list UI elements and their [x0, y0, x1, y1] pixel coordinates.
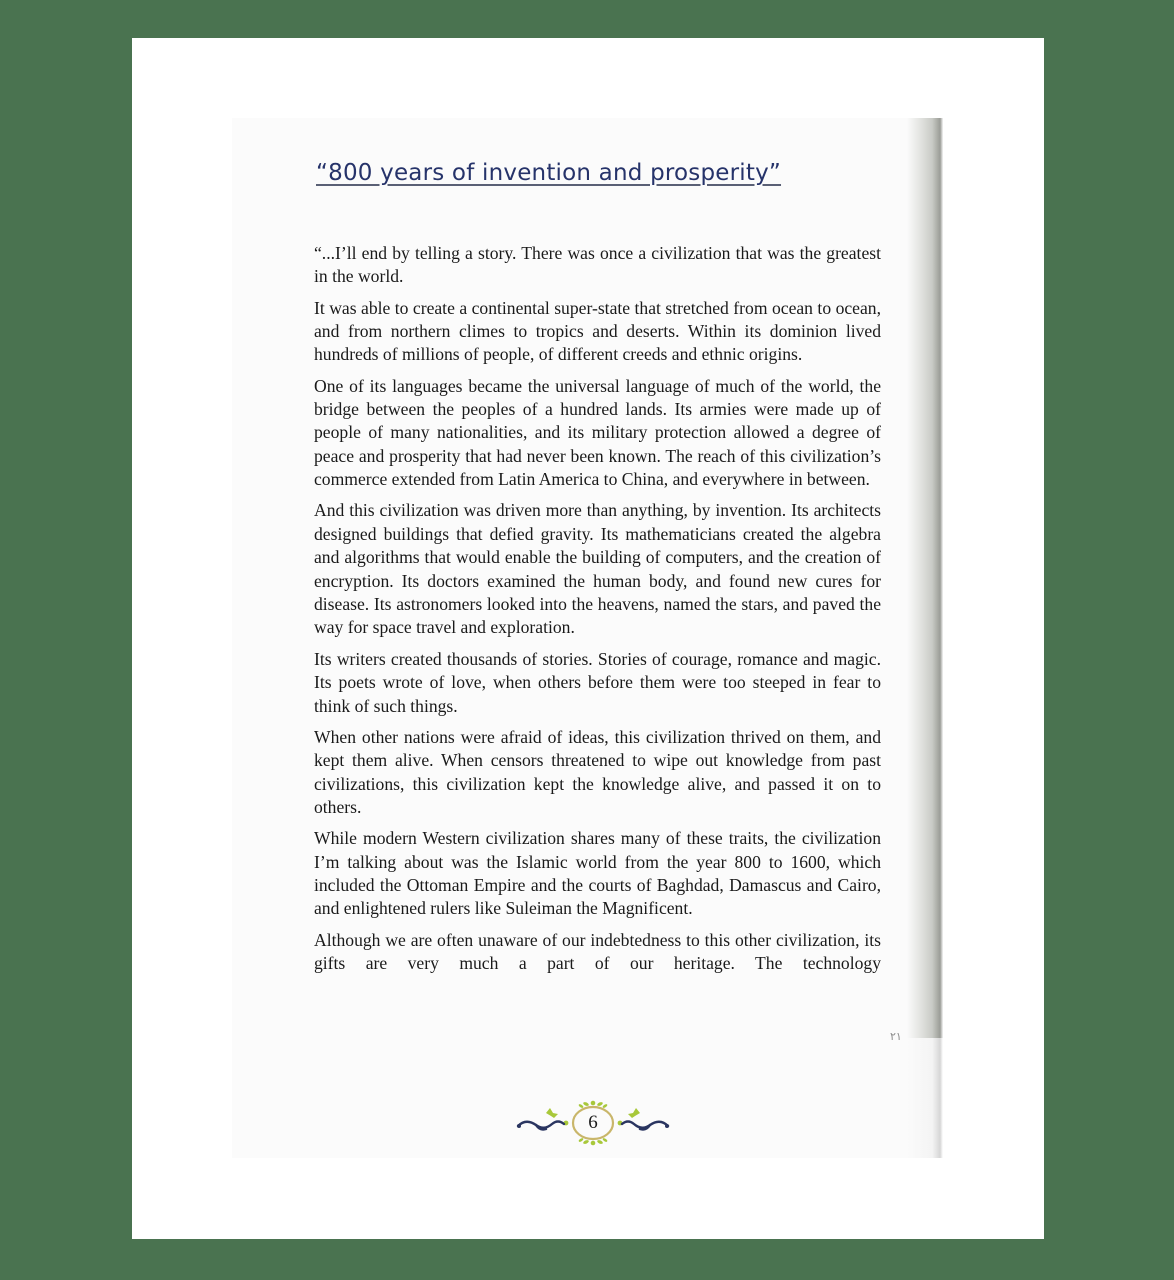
page-binding-shadow [907, 118, 943, 1158]
body-text [314, 242, 881, 983]
page-binding-shadow-lower [907, 1038, 943, 1158]
document-sheet [132, 38, 1044, 1239]
paragraph: And this civilization was driven more than anything, by invention. Its architects designed buildings that defied gravity. Its mathematicians created the algebra and algorithms that would enable the building of computers, and the creation of encryption. Its doctors examined the human body, and found new cures for disease. Its astronomers looked into the heavens, named the stars, and paved the way for space travel and exploration. [314, 500, 881, 638]
paragraph: Its writers created thousands of stories. Stories of courage, romance and magic. Its poets wrote of love, when others before them were too steeped in fear to think of such things. [314, 648, 881, 716]
paragraph: “...I’ll end by telling a story. There was once a civilization that was the greatest in the world. [314, 243, 881, 287]
page-number-ornament [508, 1096, 678, 1152]
paragraph: While modern Western civilization shares many of these traits, the civilization I’m talking about was the Islamic world from the year 800 to 1600, which included the Ottoman Empire and the courts of Baghdad, Damascus and Cairo, and enlightened rulers like Suleiman the Magnificent. [314, 828, 881, 919]
page-number: 6 [588, 1112, 598, 1133]
paragraph: When other nations were afraid of ideas, this civilization thrived on them, and kept them alive. When censors threatened to wipe out knowledge from past civilizations, this civilization kept the knowledge alive, and passed it on to others. [314, 726, 881, 817]
paragraph: It was able to create a continental super-state that stretched from ocean to ocean, and from northern climes to tropics and deserts. Within its dominion lived hundreds of millions of people, of different creeds and ethnic origins. [314, 297, 881, 365]
margin-page-mark: ٢١ [890, 1030, 902, 1043]
paragraph: Although we are often unaware of our indebtedness to this other civilization, its gifts are very much a part of our heritage. The technology [314, 929, 881, 973]
scanned-page [232, 118, 943, 1158]
page-title: “800 years of invention and prosperity” [316, 160, 782, 186]
paragraph: One of its languages became the universal language of much of the world, the bridge between the peoples of a hundred lands. Its armies were made up of people of many nationalities, and its military protection allowed a degree of peace and prosperity that had never been known. The reach of this civilization’s commerce extended from Latin America to China, and everywhere in between. [314, 375, 881, 490]
